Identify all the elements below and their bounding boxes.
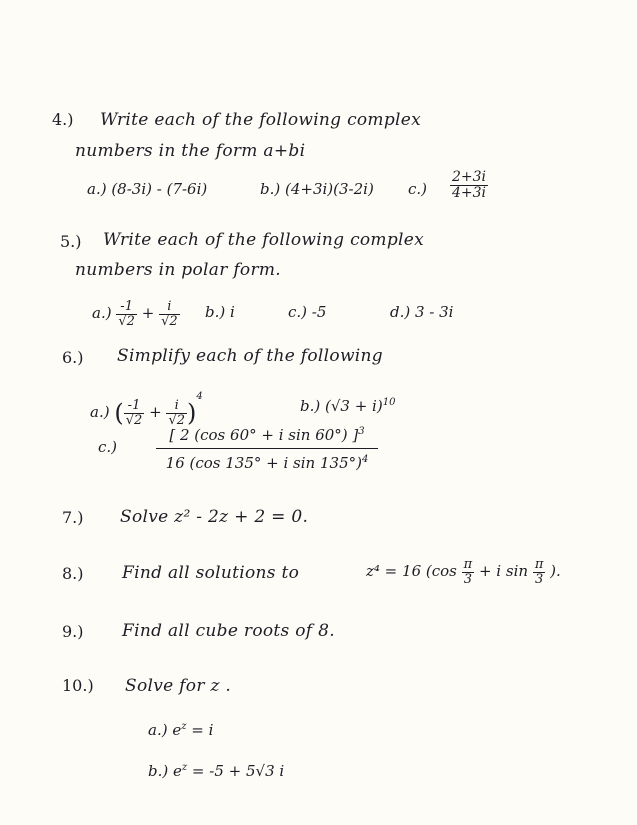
problem-8-text: Find all solutions to (122, 563, 300, 583)
problem-6-c-num-text: [ 2 (cos 60° + i sin 60°) ] (169, 426, 359, 444)
problem-5-part-d: d.) 3 - 3i (390, 303, 454, 321)
problem-6-part-c-label: c.) (98, 438, 118, 456)
problem-8-number: 8.) (62, 564, 84, 583)
problem-6-a-frac1-den: √2 (125, 412, 143, 428)
problem-9-number: 9.) (62, 622, 84, 641)
problem-6-line1: Simplify each of the following (117, 346, 383, 366)
problem-6-a-frac2-den: √2 (168, 412, 185, 428)
problem-5-part-c: c.) -5 (288, 303, 327, 321)
problem-8-pi-den-2: 3 (534, 571, 544, 587)
problem-6-a-open-paren: ( (114, 399, 124, 427)
problem-7-number: 7.) (62, 508, 84, 527)
problem-10-part-a (148, 722, 213, 738)
problem-4-part-b: b.) (4+3i)(3-2i) (260, 180, 374, 198)
problem-6-a-label: a.) (90, 403, 110, 421)
problem-6-part-c-fraction (156, 426, 378, 472)
problem-6-number: 6.) (62, 348, 84, 367)
problem-6-part-b (300, 398, 395, 414)
problem-10-text: Solve for z . (125, 676, 232, 696)
problem-4-part-c-fraction (450, 170, 488, 200)
problem-9-text: Find all cube roots of 8. (122, 621, 335, 641)
problem-10-number: 10.) (62, 676, 94, 695)
problem-6-b-expr: b.) (√3 + i) (300, 397, 383, 415)
problem-6-a-frac2-num: i (166, 399, 187, 414)
problem-5-a-frac1-num: -1 (116, 300, 137, 315)
problem-8-pi-num-1: π (463, 557, 473, 572)
problem-4-c-numerator: 2+3i (452, 169, 487, 185)
problem-6-c-num-exponent: 3 (358, 426, 365, 437)
problem-10-part-b (148, 763, 284, 779)
problem-5-a-frac2-num: i (159, 300, 180, 315)
problem-6-a-frac1-num: -1 (124, 399, 145, 414)
problem-4-part-a: a.) (8-3i) - (7-6i) (87, 180, 208, 198)
problem-6-a-exponent: 4 (196, 391, 203, 402)
problem-5-a-frac1-den: √2 (118, 313, 135, 329)
problem-6-c-denominator (156, 449, 378, 472)
problem-6-a-close-paren: ) (187, 399, 197, 427)
problem-4-c-denominator: 4+3i (452, 184, 487, 201)
problem-6-b-exponent: 10 (382, 397, 396, 408)
problem-8-equation (366, 558, 561, 586)
problem-5-a-label: a.) (92, 304, 112, 323)
problem-8-pi-den-1: 3 (463, 571, 473, 587)
problem-5-number: 5.) (60, 232, 82, 251)
problem-5-part-a (92, 300, 180, 328)
problem-4-line2: numbers in the form a+bi (75, 141, 306, 161)
problem-8-eq-mid: + i sin (478, 562, 529, 581)
problem-6-a-plus: + (149, 403, 162, 421)
problem-7-text: Solve z² - 2z + 2 = 0. (120, 507, 309, 527)
problem-6-c-den-text: 16 (cos 135° + i sin 135°) (165, 454, 362, 472)
problem-4-line1: Write each of the following complex (100, 110, 422, 130)
problem-4-number: 4.) (52, 110, 74, 129)
problem-6-c-den-exponent: 4 (361, 454, 369, 465)
problem-5-line2: numbers in polar form. (75, 260, 282, 280)
problem-8-eq-end: ). (550, 562, 561, 581)
problem-10-b-exponent: z (181, 762, 188, 773)
problem-8-eq-pre: z⁴ = 16 (cos (366, 562, 457, 581)
problem-5-line1: Write each of the following complex (103, 230, 425, 250)
problem-10-a-base: a.) e (148, 721, 182, 739)
problem-4-part-c-label: c.) (408, 180, 428, 198)
problem-10-b-base: b.) e (148, 762, 182, 780)
problem-6-part-a (90, 392, 203, 427)
problem-5-part-b: b.) i (205, 303, 235, 321)
problem-10-a-rest: = i (186, 721, 214, 739)
problem-10-b-rest: = -5 + 5√3 i (187, 762, 285, 780)
problem-6-c-numerator (156, 426, 378, 449)
problem-5-a-plus: + (141, 304, 155, 323)
problem-5-a-frac2-den: √2 (161, 313, 178, 329)
problem-10-a-exponent: z (181, 721, 187, 732)
problem-8-pi-num-2: π (534, 557, 544, 572)
